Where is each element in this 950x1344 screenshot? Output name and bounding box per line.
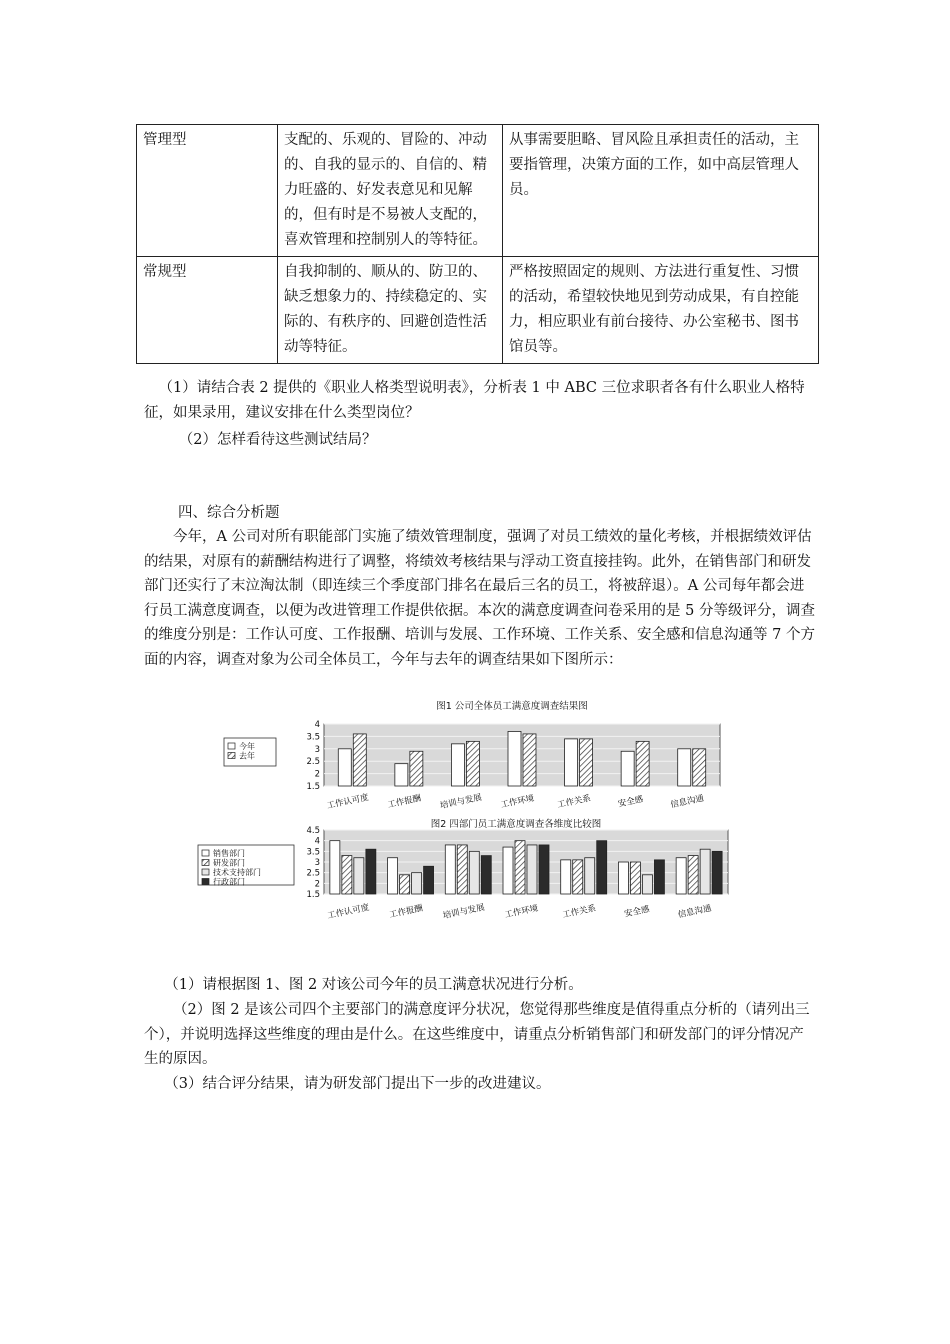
legend-label: 今年 <box>239 742 255 751</box>
bar <box>676 858 686 894</box>
category-label: 培训与发展 <box>442 902 486 922</box>
category-label: 工作关系 <box>556 793 592 811</box>
bar <box>523 734 536 786</box>
legend-swatch <box>228 753 235 759</box>
bar <box>561 860 571 894</box>
y-tick-label: 3 <box>314 744 320 755</box>
category-label: 工作认可度 <box>326 902 371 922</box>
legend-label: 销售部门 <box>213 849 245 858</box>
question-4-1: （1）请根据图 1、图 2 对该公司今年的员工满意状况进行分析。 <box>164 977 583 993</box>
bar <box>688 856 698 894</box>
bar <box>539 845 549 894</box>
bar <box>678 749 691 786</box>
bar <box>410 751 423 786</box>
bar <box>508 731 521 786</box>
bar <box>712 851 722 894</box>
legend-swatch <box>202 879 209 885</box>
legend-swatch <box>228 743 235 749</box>
legend-label: 行政部门 <box>213 877 245 887</box>
y-tick-label: 2.5 <box>306 757 320 768</box>
y-tick-label: 2 <box>314 879 320 890</box>
bar <box>654 860 664 894</box>
y-tick-label: 1.5 <box>306 782 320 792</box>
bar <box>503 847 513 894</box>
bar <box>527 845 537 894</box>
y-tick-label: 4 <box>314 836 320 847</box>
bar <box>469 851 479 894</box>
bar <box>338 749 351 786</box>
legend-label: 研发部门 <box>213 858 245 868</box>
y-tick-label: 2 <box>314 769 320 780</box>
category-label: 信息沟通 <box>669 793 705 811</box>
bar <box>636 741 649 786</box>
y-tick-label: 3.5 <box>306 847 320 858</box>
traits-cell: 自我抑制的、顺从的、防卫的、缺乏想象力的、持续稳定的、实际的、有秩序的、回避创造性活动等特征。 <box>278 257 503 364</box>
y-tick-label: 4 <box>314 720 320 730</box>
chart-title: 图1 公司全体员工满意度调查结果图 <box>436 701 588 712</box>
bar <box>353 734 366 786</box>
bar <box>642 875 652 894</box>
personality-type-table <box>136 124 819 364</box>
y-tick-label: 3.5 <box>306 732 320 743</box>
question-4-3: （3）结合评分结果，请为研发部门提出下一步的改进建议。 <box>164 1076 551 1092</box>
charts-svg <box>182 700 772 928</box>
y-tick-label: 2.5 <box>306 868 320 879</box>
category-label: 培训与发展 <box>439 792 483 812</box>
y-tick-label: 3 <box>314 858 320 868</box>
bar <box>573 860 583 894</box>
bar <box>618 862 628 894</box>
bar <box>412 873 422 894</box>
category-label: 安全感 <box>623 904 651 920</box>
figures <box>182 700 772 928</box>
bar <box>424 866 434 894</box>
bar <box>580 739 593 786</box>
jobs-cell: 从事需要胆略、冒风险且承担责任的活动，主要指管理，决策方面的工作，如中高层管理人员。 <box>503 125 819 257</box>
bar <box>466 741 479 786</box>
bar <box>451 744 464 786</box>
table-row <box>137 257 819 364</box>
question-3-1: （1）请结合表 2 提供的《职业人格类型说明表》，分析表 1 中 ABC 三位求职者各有什么职业人格特征，如果录用，建议安排在什么类型岗位？ <box>144 380 805 421</box>
legend-swatch <box>202 850 209 856</box>
legend-label: 去年 <box>239 751 255 761</box>
category-label: 工作认可度 <box>326 792 370 812</box>
legend-label: 技术支持部门 <box>213 868 261 877</box>
bar <box>700 849 710 894</box>
bar <box>597 841 607 894</box>
table-row <box>137 125 819 257</box>
bar <box>354 858 364 894</box>
bar <box>630 862 640 894</box>
bar <box>366 849 376 894</box>
plot-area <box>324 724 720 786</box>
question-4-2: （2）图 2 是该公司四个主要部门的满意度评分状况，您觉得那些维度是值得重点分析的（请列出三个），并说明选择这些维度的理由是什么。在这些维度中，请重点分析销售部门和研发部门的评分情况产生的原因。 <box>144 1002 810 1067</box>
category-label: 信息沟通 <box>677 903 713 921</box>
section-heading: 四、综合分析题 <box>178 505 280 521</box>
chart-title: 图2 四部门员工满意度调查各维度比较图 <box>430 819 602 830</box>
category-label: 工作关系 <box>561 903 597 921</box>
type-cell: 常规型 <box>137 257 278 364</box>
type-cell: 管理型 <box>137 125 278 257</box>
bar <box>565 739 578 786</box>
bar <box>388 858 398 894</box>
bar <box>515 841 525 894</box>
category-label: 工作报酬 <box>388 903 424 921</box>
category-label: 工作报酬 <box>386 793 423 811</box>
bar <box>585 858 595 894</box>
legend-swatch <box>202 860 209 866</box>
traits-cell: 支配的、乐观的、冒险的、冲动的、自我的显示的、自信的、精力旺盛的、好发表意见和见解的，但有时是不易被人支配的，喜欢管理和控制别人的等特征。 <box>278 125 503 257</box>
bar <box>621 751 634 786</box>
category-label: 工作环境 <box>499 793 536 811</box>
case-paragraph: 今年，A 公司对所有职能部门实施了绩效管理制度，强调了对员工绩效的量化考核，并根据绩效评估的结果，对原有的薪酬结构进行了调整，将绩效考核结果与浮动工资直接挂钩。此外，在销售部门和研发部门还实行了末泣淘汰制（即连续三个季度部门排名在最后三名的员工，将被辞退）。A 公司每年都会进行员工满意度调查，以便为改进管理工作提供依据。本次的满意度调查问卷采用的是 5 分等级评分，调查的维度分别是：工作认可度、工作报酬、培训与发展、工作环境、工作关系、安全感和信息沟通等 7 个方面的内容，调查对象为公司全体员工，今年与去年的调查结果如下图所示： <box>144 529 815 668</box>
y-tick-label: 4.5 <box>306 826 320 836</box>
jobs-cell: 严格按照固定的规则、方法进行重复性、习惯的活动，希望较快地见到劳动成果，有自控能力，相应职业有前台接待、办公室秘书、图书馆员等。 <box>503 257 819 364</box>
bar <box>395 764 408 786</box>
category-label: 安全感 <box>617 794 645 810</box>
question-3-2: （2）怎样看待这些测试结局？ <box>178 432 377 448</box>
bar <box>342 856 352 894</box>
category-label: 工作环境 <box>503 903 540 921</box>
y-tick-label: 1.5 <box>306 890 320 900</box>
legend-swatch <box>202 869 209 875</box>
bar <box>400 875 410 894</box>
bar <box>693 749 706 786</box>
bar <box>330 841 340 894</box>
bar <box>481 856 491 894</box>
bar <box>457 845 467 894</box>
bar <box>445 845 455 894</box>
